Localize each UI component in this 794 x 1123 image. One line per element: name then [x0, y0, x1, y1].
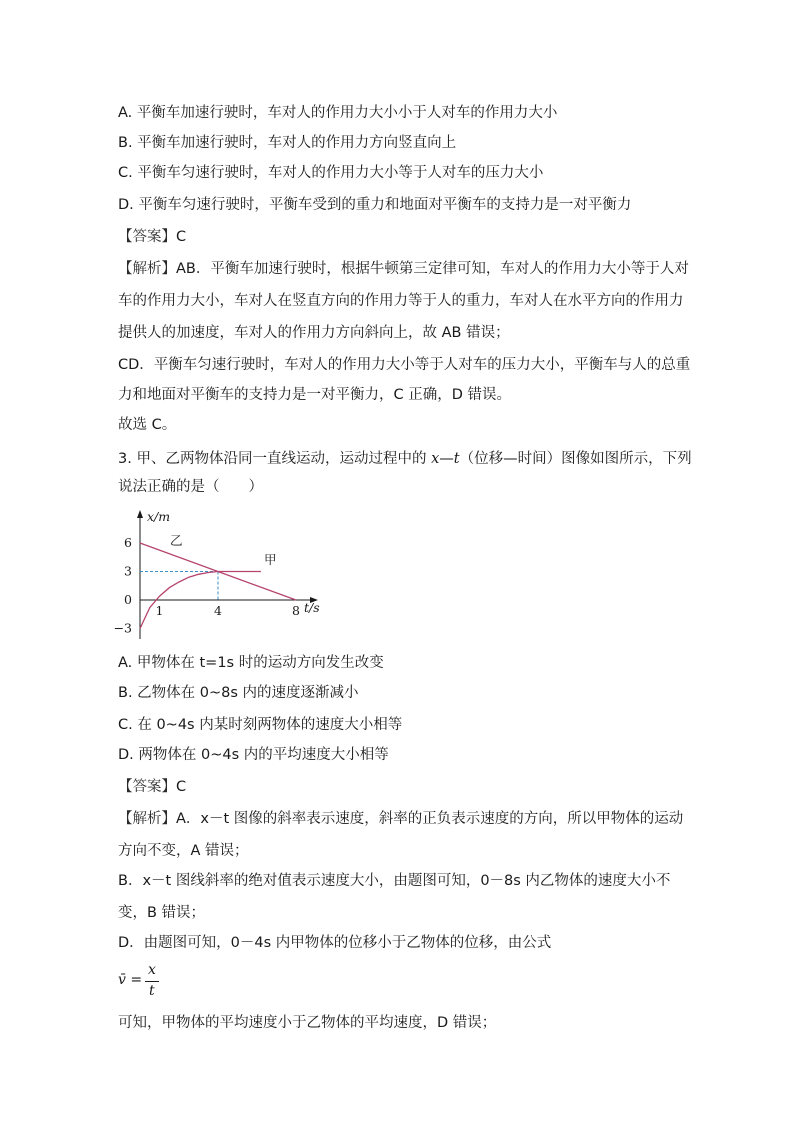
- stem-text-end: （位移—时间）图像如图所示，下列: [459, 451, 692, 467]
- average-velocity-formula: [118, 962, 178, 1002]
- q3-answer: [118, 777, 186, 797]
- formula-denominator: t: [149, 983, 155, 999]
- q2-analysis-5: 力和地面对平衡车的支持力是一对平衡力，C 正确，D 错误。: [118, 387, 512, 403]
- q3-analysis-2: 方向不变，A 错误；: [118, 843, 249, 859]
- stem-math: x—t: [431, 451, 460, 467]
- q3-stem-2: 说法正确的是（ ）: [118, 479, 263, 495]
- answer-label: 【答案】: [118, 229, 176, 245]
- q2-option-b: B. 平衡车加速行驶时，车对人的作用力方向竖直向上: [118, 135, 457, 151]
- q2-option-a: A. 平衡车加速行驶时，车对人的作用力大小小于人对车的作用力大小: [118, 105, 558, 121]
- stem-text: 3. 甲、乙两物体沿同一直线运动，运动过程中的: [118, 451, 432, 467]
- x-axis-label: t/s: [304, 600, 320, 615]
- answer-value: C: [176, 779, 187, 795]
- q3-analysis-3: B．x－t 图线斜率的绝对值表示速度大小，由题图可知，0－8s 内乙物体的速度大小不: [118, 873, 671, 889]
- q2-analysis-6: 故选 C。: [118, 417, 177, 433]
- q3-option-b: B. 乙物体在 0~8s 内的速度逐渐减小: [118, 685, 359, 701]
- answer-label: 【答案】: [118, 779, 176, 795]
- q2-analysis-1: [118, 259, 689, 279]
- q3-option-d: D. 两物体在 0~4s 内的平均速度大小相等: [118, 747, 389, 763]
- analysis-label: 【解析】: [118, 261, 176, 277]
- analysis-text: AB．平衡车加速行驶时，根据牛顿第三定律可知，车对人的作用力大小等于人对: [176, 261, 689, 277]
- x-t-graph: [113, 505, 328, 645]
- graph-guides: [140, 572, 218, 601]
- y-tick-label: −3: [113, 620, 132, 636]
- formula-numerator: x: [148, 962, 156, 978]
- series-label-jia: 甲: [264, 552, 277, 567]
- analysis-label: 【解析】: [118, 811, 176, 827]
- y-axis-arrow: [137, 510, 143, 518]
- formula-lhs: v̄ =: [118, 972, 143, 988]
- q3-conclusion: 可知，甲物体的平均速度小于乙物体的平均速度，D 错误；: [118, 1015, 497, 1031]
- q3-analysis-5: D．由题图可知，0－4s 内甲物体的位移小于乙物体的位移，由公式: [118, 935, 552, 951]
- q2-analysis-2: 车的作用力大小，车对人在竖直方向的作用力等于人的重力，车对人在水平方向的作用力: [118, 293, 684, 309]
- x-tick-label: 4: [214, 603, 222, 618]
- q2-option-c: C. 平衡车匀速行驶时，车对人的作用力大小等于人对车的压力大小: [118, 165, 544, 181]
- q3-stem-1: [118, 449, 692, 469]
- q3-analysis-4: 变，B 错误；: [118, 905, 206, 921]
- answer-value: C: [176, 229, 187, 245]
- y-tick-label: 0: [124, 592, 132, 607]
- q2-option-d: D. 平衡车匀速行驶时，平衡车受到的重力和地面对平衡车的支持力是一对平衡力: [118, 197, 632, 213]
- fraction-bar: [145, 981, 159, 982]
- q2-analysis-4: CD．平衡车匀速行驶时，车对人的作用力大小等于人对车的压力大小，平衡车与人的总重: [118, 357, 691, 373]
- series-label-yi: 乙: [170, 533, 183, 548]
- y-tick-label: 6: [124, 535, 132, 550]
- q2-analysis-3: 提供人的加速度，车对人的作用力方向斜向上，故 AB 错误；: [118, 325, 510, 341]
- q3-option-c: C. 在 0~4s 内某时刻两物体的速度大小相等: [118, 717, 403, 733]
- q2-answer: [118, 227, 186, 247]
- y-axis-label: x/m: [147, 509, 171, 524]
- q3-analysis-1: [118, 809, 683, 829]
- q3-option-a: A. 甲物体在 t=1s 时的运动方向发生改变: [118, 655, 384, 671]
- x-tick-label: 8: [292, 603, 300, 618]
- analysis-text: A．x－t 图像的斜率表示速度，斜率的正负表示速度的方向，所以甲物体的运动: [176, 811, 684, 827]
- x-tick-label: 1: [155, 603, 164, 618]
- y-tick-label: 3: [124, 563, 132, 579]
